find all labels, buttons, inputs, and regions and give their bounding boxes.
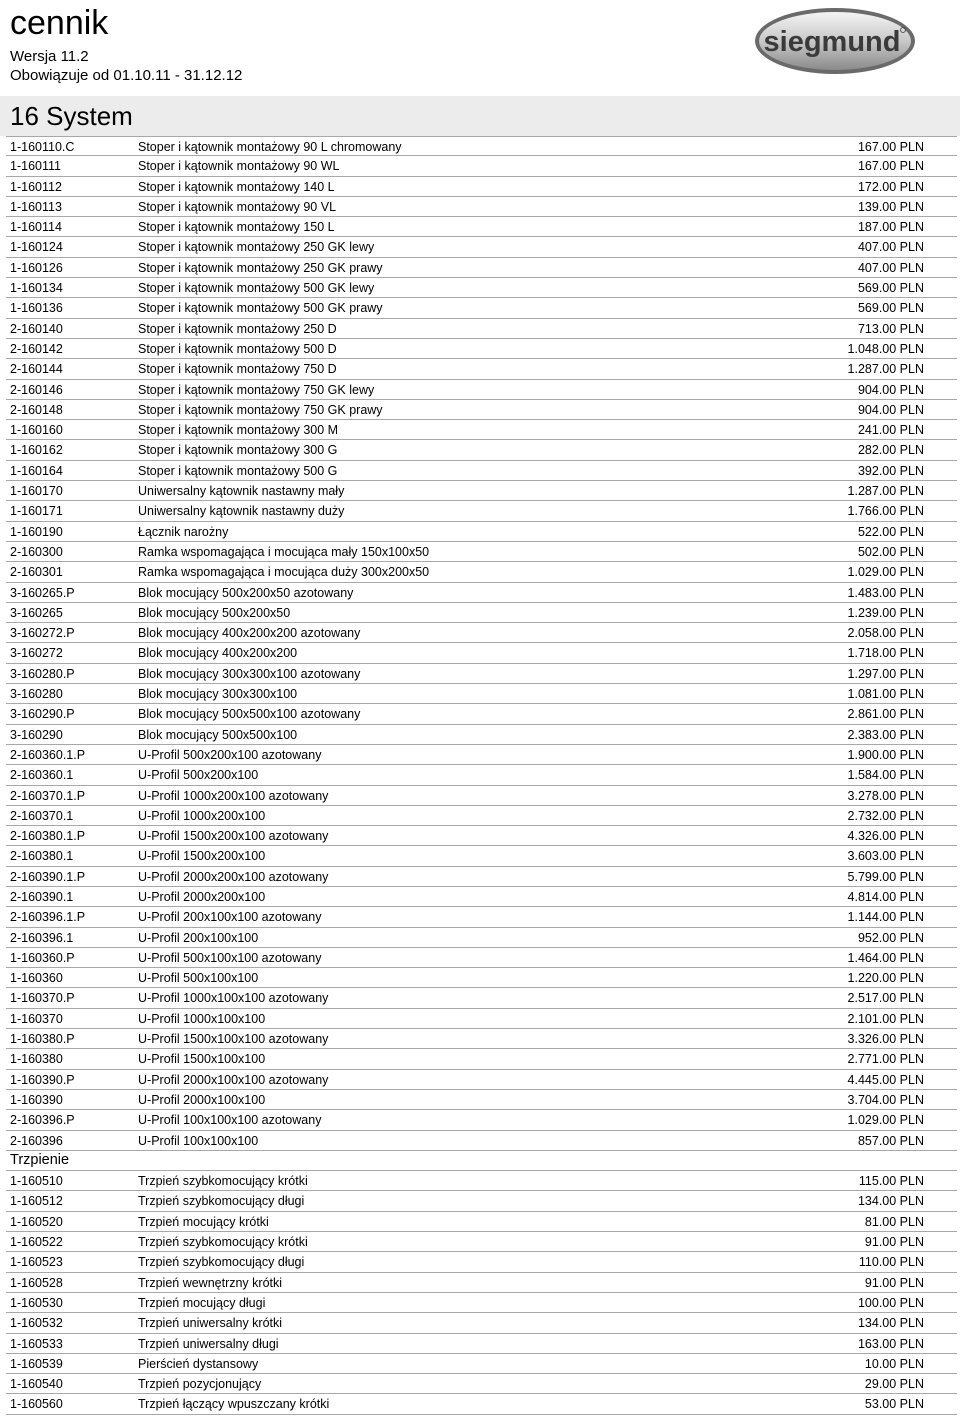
item-price: 115.00 PLN [858,1174,924,1189]
item-code: 3-160272.P [10,626,75,641]
item-price: 1.287.00 PLN [847,362,924,377]
item-description: Trzpień szybkomocujący krótki [138,1235,308,1250]
table-row [6,846,957,866]
section-bar [0,96,960,136]
item-price: 1.766.00 PLN [847,504,924,519]
item-code: 2-160396.1 [10,930,74,945]
item-code: 1-160112 [10,179,62,194]
item-code: 1-160162 [10,443,63,458]
item-description: U-Profil 1000x200x100 azotowany [138,788,329,803]
item-price: 1.464.00 PLN [847,950,924,965]
item-code: 1-160370.P [10,991,75,1006]
item-description: Blok mocujący 500x500x100 [138,727,298,742]
item-description: Ramka wspomagająca i mocująca mały 150x100x50 [138,544,430,559]
item-code: 1-160539 [10,1356,63,1371]
item-description: U-Profil 1500x200x100 azotowany [138,829,329,844]
table-row [6,603,957,623]
item-price: 139.00 PLN [857,199,924,214]
item-price: 1.239.00 PLN [847,605,924,620]
item-price: 81.00 PLN [864,1214,924,1229]
item-code: 1-160510 [10,1174,63,1189]
table-row [6,461,957,481]
item-description: Trzpień uniwersalny krótki [138,1316,283,1331]
table-row [6,1212,957,1232]
item-code: 1-160171 [10,504,63,519]
item-price: 2.101.00 PLN [847,1011,924,1026]
item-description: Stoper i kątownik montażowy 300 M [138,423,339,438]
table-row [6,887,957,907]
item-code: 3-160265.P [10,585,75,600]
item-code: 1-160136 [10,301,63,316]
item-code: 2-160370.1 [10,808,74,823]
item-price: 502.00 PLN [857,544,924,559]
item-description: Blok mocujący 300x300x100 [138,687,298,702]
table-row [6,968,957,988]
item-code: 1-160124 [10,240,63,255]
item-description: U-Profil 2000x100x100 azotowany [138,1072,329,1087]
item-code: 3-160280 [10,687,63,702]
item-code: 1-160390 [10,1092,63,1107]
item-code: 3-160280.P [10,666,75,681]
item-description: Pierścień dystansowy [138,1356,259,1371]
item-description: Stoper i kątownik montażowy 250 GK prawy [138,260,383,275]
item-code: 2-160148 [10,402,63,417]
item-description: Stoper i kątownik montażowy 90 WL [138,159,340,174]
item-code: 1-160126 [10,260,63,275]
item-code: 1-160523 [10,1255,63,1270]
item-price: 3.603.00 PLN [847,849,924,864]
item-description: U-Profil 1500x100x100 [138,1052,266,1067]
item-price: 2.058.00 PLN [847,626,924,641]
table-row [6,867,957,887]
item-code: 2-160370.1.P [10,788,86,803]
item-price: 172.00 PLN [857,179,924,194]
item-price: 10.00 PLN [864,1356,924,1371]
table-row [6,907,957,927]
table-row [6,1191,957,1211]
table-row [6,704,957,724]
table-row [6,1171,957,1191]
item-code: 1-160113 [10,199,62,214]
section-title: 16 System [10,101,133,131]
item-description: Blok mocujący 400x200x200 azotowany [138,626,361,641]
item-price: 2.383.00 PLN [847,727,924,742]
item-description: Stoper i kątownik montażowy 750 D [138,362,337,377]
item-code: 1-160380.P [10,1032,75,1047]
item-price: 1.718.00 PLN [847,646,924,661]
table-row [6,1354,957,1374]
table-row [6,928,957,948]
item-price: 1.144.00 PLN [847,910,924,925]
table-row [6,339,957,359]
table-row [6,1131,957,1151]
item-code: 1-160390.P [10,1072,75,1087]
version-text: Wersja 11.2 [10,48,89,65]
item-price: 53.00 PLN [864,1397,924,1412]
item-description: Trzpień mocujący krótki [138,1214,269,1229]
item-price: 1.900.00 PLN [847,747,924,762]
table-row [6,380,957,400]
item-description: Stoper i kątownik montażowy 500 GK prawy [138,301,383,316]
table-row [6,643,957,663]
item-price: 5.799.00 PLN [847,869,924,884]
item-price: 2.732.00 PLN [847,808,924,823]
item-description: Stoper i kątownik montażowy 300 G [138,443,338,458]
item-price: 241.00 PLN [857,423,924,438]
item-price: 407.00 PLN [857,260,924,275]
table-row [6,948,957,968]
item-description: Trzpień uniwersalny długi [138,1336,279,1351]
item-price: 4.814.00 PLN [847,889,924,904]
item-description: Stoper i kątownik montażowy 250 D [138,321,337,336]
page-title: cennik [10,4,109,42]
item-description: U-Profil 1000x100x100 azotowany [138,991,329,1006]
item-code: 1-160522 [10,1235,63,1250]
table-row [6,440,957,460]
item-code: 1-160530 [10,1295,63,1310]
item-description: Stoper i kątownik montażowy 140 L [138,179,335,194]
item-price: 91.00 PLN [864,1275,924,1290]
item-description: Łącznik narożny [138,524,229,539]
table-row [6,1334,957,1354]
item-code: 1-160360 [10,971,63,986]
item-price: 29.00 PLN [864,1377,924,1392]
item-code: 1-160528 [10,1275,63,1290]
item-code: 2-160396.P [10,1113,75,1128]
table-row [6,1232,957,1252]
item-description: Stoper i kątownik montażowy 750 GK lewy [138,382,375,397]
item-price: 392.00 PLN [857,463,924,478]
item-price: 522.00 PLN [857,524,924,539]
item-description: U-Profil 500x100x100 [138,971,259,986]
siegmund-logo [752,6,918,76]
item-price: 1.483.00 PLN [847,585,924,600]
table-row [6,786,957,806]
table-row [6,765,957,785]
item-price: 110.00 PLN [858,1255,924,1270]
item-code: 2-160142 [10,341,63,356]
item-description: Blok mocujący 500x200x50 azotowany [138,585,354,600]
table-row [6,1374,957,1394]
item-description: U-Profil 2000x100x100 [138,1092,266,1107]
table-row [6,1273,957,1293]
item-code: 1-160540 [10,1377,63,1392]
table-row [6,562,957,582]
price-table [6,136,957,1415]
item-code: 1-160190 [10,524,63,539]
item-description: Uniwersalny kątownik nastawny duży [138,504,345,519]
item-code: 1-160370 [10,1011,63,1026]
item-price: 167.00 PLN [857,140,924,154]
table-row [6,217,957,237]
table-row [6,1029,957,1049]
item-price: 1.029.00 PLN [847,1113,924,1128]
table-row [6,481,957,501]
item-price: 2.771.00 PLN [847,1052,924,1067]
table-row [6,1293,957,1313]
item-code: 1-160360.P [10,950,75,965]
item-code: 2-160146 [10,382,63,397]
item-code: 2-160396.1.P [10,910,86,925]
item-description: Stoper i kątownik montażowy 500 GK lewy [138,281,375,296]
item-description: U-Profil 100x100x100 azotowany [138,1113,322,1128]
table-row [6,522,957,542]
item-description: Stoper i kątownik montażowy 250 GK lewy [138,240,375,255]
item-code: 2-160390.1 [10,889,74,904]
item-description: Stoper i kątownik montażowy 750 GK prawy [138,402,383,417]
item-description: Trzpień szybkomocujący długi [138,1194,305,1209]
item-code: 3-160272 [10,646,63,661]
item-description: U-Profil 1500x200x100 [138,849,266,864]
item-description: U-Profil 500x100x100 azotowany [138,950,322,965]
item-code: 2-160360.1.P [10,747,86,762]
item-price: 2.517.00 PLN [847,991,924,1006]
logo-text: siegmund [763,26,901,58]
item-price: 1.029.00 PLN [847,565,924,580]
table-row [6,319,957,339]
item-description: Trzpień wewnętrzny krótki [138,1275,283,1290]
item-price: 134.00 PLN [857,1316,924,1331]
table-row [6,725,957,745]
item-price: 163.00 PLN [857,1336,924,1351]
table-row [6,1110,957,1130]
item-price: 1.220.00 PLN [847,971,924,986]
item-code: 1-160533 [10,1336,63,1351]
table-row [6,664,957,684]
item-description: U-Profil 200x100x100 [138,930,259,945]
item-description: Ramka wspomagająca i mocująca duży 300x200x50 [138,565,430,580]
subheading-label: Trzpienie [10,1151,70,1168]
item-code: 1-160110.C [10,140,75,154]
item-description: Trzpień pozycjonujący [138,1377,262,1392]
item-price: 713.00 PLN [857,321,924,336]
table-row [6,1049,957,1069]
item-description: U-Profil 200x100x100 azotowany [138,910,322,925]
item-description: Stoper i kątownik montażowy 500 D [138,341,337,356]
table-row [6,156,957,176]
table-row [6,278,957,298]
item-code: 2-160301 [10,565,63,580]
item-code: 1-160170 [10,484,63,499]
item-price: 904.00 PLN [857,402,924,417]
item-price: 3.704.00 PLN [847,1092,924,1107]
table-row [6,806,957,826]
item-code: 2-160380.1.P [10,829,86,844]
item-code: 1-160532 [10,1316,63,1331]
item-description: U-Profil 1500x100x100 azotowany [138,1032,329,1047]
item-price: 187.00 PLN [857,220,924,235]
validity-text: Obowiązuje od 01.10.11 - 31.12.12 [10,67,243,84]
item-price: 134.00 PLN [857,1194,924,1209]
item-description: U-Profil 1000x100x100 [138,1011,266,1026]
table-row [6,258,957,278]
item-description: Blok mocujący 500x200x50 [138,605,291,620]
item-price: 904.00 PLN [857,382,924,397]
table-row [6,400,957,420]
item-price: 3.326.00 PLN [847,1032,924,1047]
item-code: 2-160380.1 [10,849,74,864]
table-row [6,826,957,846]
item-code: 3-160290.P [10,707,75,722]
item-description: Trzpień mocujący długi [138,1295,266,1310]
item-price: 407.00 PLN [857,240,924,255]
section-subheading [6,1151,957,1171]
table-row [6,623,957,643]
table-row [6,684,957,704]
table-row [6,197,957,217]
item-price: 282.00 PLN [857,443,924,458]
item-description: Trzpień szybkomocujący krótki [138,1174,308,1189]
item-price: 3.278.00 PLN [847,788,924,803]
item-code: 1-160560 [10,1397,63,1412]
item-description: Blok mocujący 400x200x200 [138,646,298,661]
item-description: U-Profil 2000x200x100 [138,889,266,904]
table-row [6,988,957,1008]
page-header [0,0,960,96]
item-code: 1-160111 [10,159,61,174]
item-code: 3-160290 [10,727,63,742]
table-row [6,298,957,318]
item-description: Uniwersalny kątownik nastawny mały [138,484,345,499]
table-row [6,542,957,562]
item-description: Trzpień łączący wpuszczany krótki [138,1397,330,1412]
table-row [6,1090,957,1110]
table-row [6,745,957,765]
item-code: 1-160512 [10,1194,63,1209]
item-price: 167.00 PLN [857,159,924,174]
table-row [6,1070,957,1090]
item-description: U-Profil 1000x200x100 [138,808,266,823]
table-row [6,501,957,521]
item-code: 3-160265 [10,605,63,620]
item-price: 91.00 PLN [864,1235,924,1250]
item-code: 1-160134 [10,281,63,296]
item-code: 2-160360.1 [10,768,74,783]
item-price: 952.00 PLN [857,930,924,945]
item-price: 2.861.00 PLN [847,707,924,722]
item-description: U-Profil 100x100x100 [138,1133,259,1148]
item-price: 1.081.00 PLN [847,687,924,702]
item-price: 100.00 PLN [857,1295,924,1310]
table-row [6,1009,957,1029]
item-description: U-Profil 500x200x100 azotowany [138,747,322,762]
item-code: 1-160164 [10,463,63,478]
item-code: 1-160114 [10,220,62,235]
item-price: 1.584.00 PLN [847,768,924,783]
item-description: Stoper i kątownik montażowy 90 VL [138,199,337,214]
table-row [6,1252,957,1272]
item-description: U-Profil 2000x200x100 azotowany [138,869,329,884]
item-description: Trzpień szybkomocujący długi [138,1255,305,1270]
table-row [6,420,957,440]
item-description: Stoper i kątownik montażowy 90 L chromowany [138,140,402,154]
table-row [6,359,957,379]
table-row [6,1313,957,1333]
item-code: 2-160396 [10,1133,63,1148]
item-description: Blok mocujący 500x500x100 azotowany [138,707,361,722]
item-price: 569.00 PLN [857,301,924,316]
table-row [6,237,957,257]
item-price: 857.00 PLN [857,1133,924,1148]
item-code: 2-160140 [10,321,63,336]
item-description: U-Profil 500x200x100 [138,768,259,783]
table-row [6,136,957,156]
item-code: 1-160380 [10,1052,63,1067]
item-price: 4.445.00 PLN [847,1072,924,1087]
table-row [6,1394,957,1414]
item-price: 1.287.00 PLN [847,484,924,499]
item-code: 2-160390.1.P [10,869,86,884]
item-code: 2-160300 [10,544,63,559]
item-description: Stoper i kątownik montażowy 150 L [138,220,335,235]
table-row [6,177,957,197]
item-description: Blok mocujący 300x300x100 azotowany [138,666,361,681]
item-price: 569.00 PLN [857,281,924,296]
item-code: 2-160144 [10,362,63,377]
item-code: 1-160160 [10,423,63,438]
table-row [6,583,957,603]
item-price: 1.048.00 PLN [847,341,924,356]
item-price: 1.297.00 PLN [847,666,924,681]
item-description: Stoper i kątownik montażowy 500 G [138,463,338,478]
item-price: 4.326.00 PLN [847,829,924,844]
item-code: 1-160520 [10,1214,63,1229]
